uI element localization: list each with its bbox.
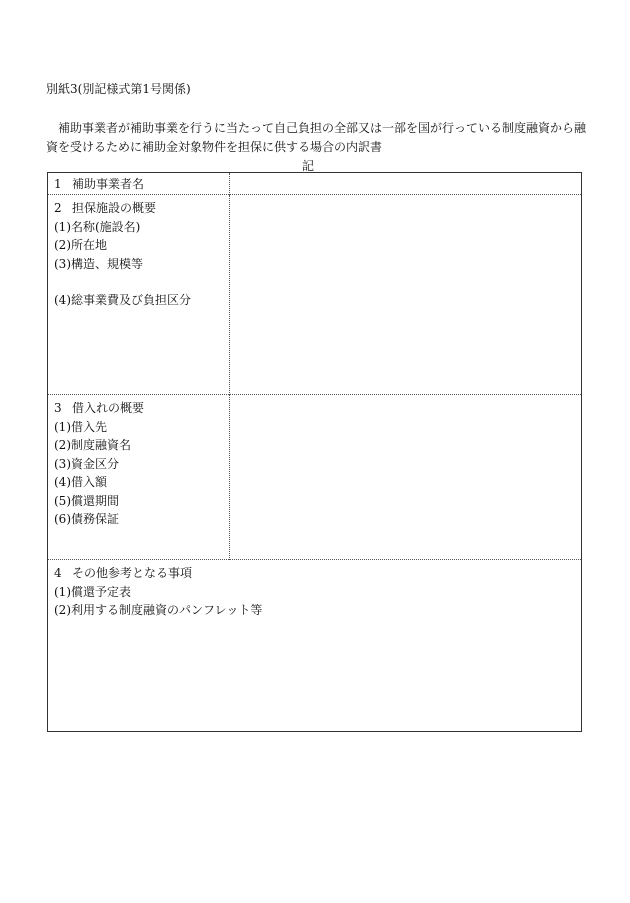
section-3-row xyxy=(48,395,581,560)
column-divider xyxy=(229,195,230,395)
section-2-row xyxy=(48,195,581,395)
intro-paragraph xyxy=(46,119,586,157)
section-3-number: 3 xyxy=(54,401,62,415)
section-3-item: (3)資金区分 xyxy=(54,456,119,471)
spacer xyxy=(54,273,191,291)
section-3-label xyxy=(54,399,144,529)
section-3-item: (6)債務保証 xyxy=(54,512,119,526)
section-2-title: 担保施設の概要 xyxy=(72,201,157,215)
section-1-label xyxy=(54,175,144,194)
breakdown-form-table xyxy=(47,172,582,732)
section-3-item: (2)制度融資名 xyxy=(54,438,131,452)
section-3-item: (1)借入先 xyxy=(54,419,107,434)
section-3-heading xyxy=(54,399,144,418)
section-4-row xyxy=(48,560,581,731)
column-divider xyxy=(229,173,230,195)
section-3-item: (5)償還期間 xyxy=(54,493,119,508)
section-1-number: 1 xyxy=(54,177,62,191)
section-2-item: (1)名称(施設名) xyxy=(54,219,141,234)
section-3-item: (4)借入額 xyxy=(54,475,107,489)
section-2-label xyxy=(54,199,191,310)
section-4-heading xyxy=(54,564,262,583)
section-3-title: 借入れの概要 xyxy=(72,401,145,415)
section-2-heading xyxy=(54,199,191,218)
section-1-title: 補助事業者名 xyxy=(72,177,145,191)
intro-line-2: 資を受けるために補助金対象物件を担保に供する場合の内訳書 xyxy=(46,140,383,154)
column-divider xyxy=(229,395,230,560)
document-header-label: 別紙3(別記様式第1号関係) xyxy=(46,82,191,96)
section-4-item: (1)償還予定表 xyxy=(54,584,131,599)
section-2-item: (4)総事業費及び負担区分 xyxy=(54,293,191,307)
section-4-title: その他参考となる事項 xyxy=(72,566,193,580)
section-2-item: (2)所在地 xyxy=(54,238,107,252)
section-4-label xyxy=(54,564,262,620)
section-4-number: 4 xyxy=(54,566,62,580)
section-2-item: (3)構造、規模等 xyxy=(54,256,143,271)
intro-line-1: 補助事業者が補助事業を行うに当たって自己負担の全部又は一部を国が行っている制度融資から融 xyxy=(58,121,587,135)
section-4-item: (2)利用する制度融資のパンフレット等 xyxy=(54,603,263,617)
section-2-number: 2 xyxy=(54,201,62,215)
ki-heading: 記 xyxy=(302,159,315,173)
section-1-row xyxy=(48,173,581,195)
